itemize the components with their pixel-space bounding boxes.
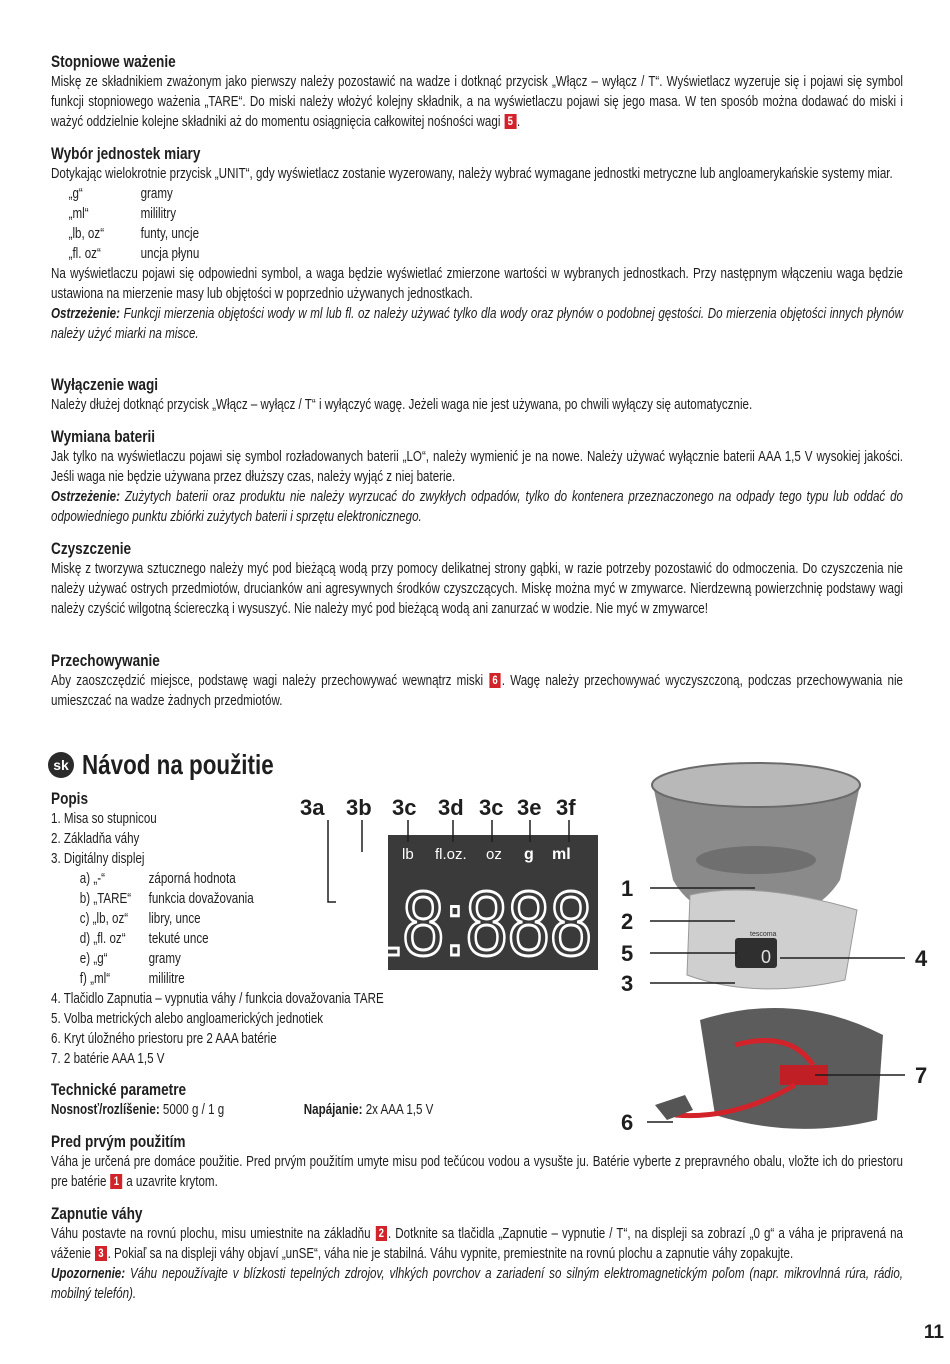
- svg-text:0: 0: [761, 947, 772, 967]
- ref-badge: 3: [95, 1246, 107, 1261]
- brand-logo: tescoma: [750, 931, 777, 938]
- list-item: c) „lb, oz“ libry, unce: [79, 911, 201, 927]
- label-5: 5: [621, 941, 634, 966]
- ref-badge: 2: [375, 1226, 387, 1241]
- heading: Przechowywanie: [51, 651, 160, 670]
- g-symbol: g: [524, 846, 534, 863]
- list-item: „ml“ mililitry: [68, 206, 177, 222]
- callout-3d: 3d: [438, 795, 464, 820]
- section-czyszczenie: [51, 539, 903, 619]
- paragraph: Miskę ze składnikiem zważonym jako pierwszy należy pozostawić na wadze i dotknąć przycisk „Włącz – wyłącz / T“. Wyświetlacz wyzeruje się i pojawi się symbol funkcji stopniowego ważenia „TARE“. Do miski należy włożyć kolejny składnik, a na wyświetlaczu pojawi się jego masa. W ten sposób można dodawać do miski i ważyć oddzielnie kolejne składniki aż do momentu osiągnięcia całkowitej nośności wagi 5 .: [51, 74, 903, 130]
- list-item: 2. Základňa váhy: [51, 831, 140, 847]
- warning: Upozornenie: Váhu nepoužívajte v blízkosti tepelných zdrojov, vlhkých povrchov a zariadení so silným elektromagnetickým poľom (napr. mikrovlnná rúra, rádio, mobilný telefón).: [51, 1266, 904, 1302]
- list-item: f) „ml“ mililitre: [79, 971, 185, 987]
- ref-badge: 5: [504, 114, 516, 129]
- warning: Ostrzeżenie: Funkcji mierzenia objętości wody w ml lub fl. oz należy używać tylko dla wody oraz płynów o podobnej gęstości. Do mierzenia objętości innych płynów należy użyć miarki na misce.: [51, 306, 904, 342]
- minus-segment: [336, 896, 356, 903]
- callout-3c-2: 3c: [479, 795, 504, 820]
- language-badge: sk: [48, 752, 74, 778]
- label-1: 1: [621, 876, 634, 901]
- tech-params: Nosnosť/rozlíšenie: 5000 g / 1 g Napájanie: 2x AAA 1,5 V: [51, 1102, 434, 1118]
- warning: Ostrzeżenie: Zużytych baterii oraz produktu nie należy wyrzucać do zwykłych odpadów, tylko do kontenera przeznaczonego na odpady tego typu lub oddać do odpowiedniego punktu zbiórki zużytych baterii i sprzętu elektronicznego.: [51, 489, 904, 525]
- paragraph: Aby zaoszczędzić miejsce, podstawę wagi należy przechowywać wewnątrz miski 6 . Wagę należy przechowywać wyczyszczoną, podczas przechowywania nie umieszczać na wadze żadnych przedmiotów.: [51, 673, 903, 709]
- label-2: 2: [621, 909, 634, 934]
- section-tech: [51, 1080, 433, 1120]
- digits: 18:888: [360, 873, 592, 975]
- list-item: 5. Volba metrických alebo angloamerických jednotiek: [51, 1011, 324, 1027]
- page-title: Návod na použitie: [82, 749, 274, 780]
- paragraph: Należy dłużej dotknąć przycisk „Włącz – wyłącz / T“ i wyłączyć wagę. Jeżeli waga nie jest używana, po chwili wyłączy się automatycznie.: [51, 397, 753, 413]
- scale-figure: [615, 760, 950, 1140]
- heading: Zapnutie váhy: [51, 1204, 143, 1223]
- list-item: 3. Digitálny displej: [51, 851, 145, 867]
- section-stopniowe: [51, 52, 903, 132]
- section-pred: [51, 1132, 903, 1192]
- list-item: a) „-“ záporná hodnota: [79, 871, 236, 887]
- paragraph: Váhu postavte na rovnú plochu, misu umiestnite na základňu 2 . Dotknite sa tlačidla „Zapnutie – vypnutie / T“, na displeji sa zobrazí „0 g“ a váha je pripravená na váženie 3 . Pokiaľ sa na displeji váhy objaví „unSE“, váha nie je stabilná. Váhu vypnite, premiestnite na rovnú plochu a zapnutie váhy zopakujte.: [51, 1226, 903, 1262]
- heading: Pred prvým použitím: [51, 1132, 186, 1151]
- section-zapnutie: [51, 1204, 903, 1304]
- label-4: 4: [915, 946, 928, 971]
- callout-3a: 3a: [300, 795, 325, 820]
- list-item: 7. 2 batérie AAA 1,5 V: [51, 1051, 165, 1067]
- section-przechowywanie: [51, 651, 903, 711]
- label-7: 7: [915, 1063, 928, 1088]
- list-item: b) „TARE“ funkcia dovažovania: [79, 891, 254, 907]
- paragraph: Na wyświetlaczu pojawi się odpowiedni symbol, a waga będzie wyświetlać zmierzone wartości w wybranych jednostkach. Przy następnym włączeniu waga będzie ustawiona na mierzenie masy lub objętości w poprzednio używanych jednostkach.: [51, 266, 903, 302]
- list-item: 6. Kryt úložného priestoru pre 2 AAA batérie: [51, 1031, 277, 1047]
- tare-symbol: TARE: [338, 863, 368, 875]
- ref-badge: 1: [110, 1174, 122, 1189]
- list-item: 4. Tlačidlo Zapnutia – vypnutia váhy / funkcia dovažovania TARE: [51, 991, 384, 1007]
- paragraph: Miskę z tworzywa sztucznego należy myć pod bieżącą wodą przy pomocy delikatnej strony gąbki, w razie potrzeby pozostawić do odmoczenia. Do czyszczenia nie należy używać ostrych przedmiotów, drucianków ani agresywnych środków czyszczących. Miskę można myć w zmywarce. Nierdzewną powierzchnię podstawy wagi należy czyścić wilgotną ściereczką i wysuszyć. Nie należy myć pod bieżącą wodą ani zanurzać w wodzie. Nie myć w zmywarce!: [51, 561, 903, 617]
- lb-symbol: lb: [402, 846, 414, 863]
- ml-symbol: ml: [552, 846, 571, 863]
- label-6: 6: [621, 1110, 634, 1135]
- section-baterie: [51, 427, 903, 527]
- section-jednostki: [51, 144, 903, 344]
- heading: Czyszczenie: [51, 539, 132, 558]
- page-number: 11: [923, 1322, 944, 1343]
- list-item: „g“ gramy: [68, 186, 173, 202]
- list-item: e) „g“ gramy: [79, 951, 181, 967]
- list-item: „fl. oz“ uncja płynu: [68, 246, 200, 262]
- callout-3e: 3e: [517, 795, 542, 820]
- heading: Stopniowe ważenie: [51, 52, 176, 71]
- list-item: 1. Misa so stupnicou: [51, 811, 157, 827]
- heading: Popis: [51, 789, 89, 808]
- unit-list: [69, 184, 903, 264]
- callout-3f: 3f: [556, 795, 576, 820]
- callout-3c: 3c: [392, 795, 417, 820]
- callout-3b: 3b: [346, 795, 372, 820]
- paragraph: Dotykając wielokrotnie przycisk „UNIT“, gdy wyświetlacz zostanie wyzerowany, należy wybrać wymagane jednostki metryczne lub angloamerykańskie systemy miar.: [51, 166, 893, 182]
- heading: Technické parametre: [51, 1080, 187, 1099]
- floz-symbol: fl.oz.: [435, 846, 467, 863]
- list-item: „lb, oz“ funty, uncje: [68, 226, 200, 242]
- heading: Wybór jednostek miary: [51, 144, 201, 163]
- paragraph: Jak tylko na wyświetlaczu pojawi się symbol rozładowanych baterii „LO“, należy wymienić je na nowe. Należy używać wyłącznie baterii AAA 1,5 V wysokiej jakości. Jeśli waga nie będzie używana przez dłuższy czas, należy wyjąć z niej baterie.: [51, 449, 903, 485]
- display-diagram: [290, 790, 600, 975]
- list-item: d) „fl. oz“ tekuté unce: [79, 931, 209, 947]
- paragraph: Váha je určená pre domáce použitie. Pred prvým použitím umyte misu pod tečúcou vodou a vysušte ju. Batérie vyberte z prepravného obalu, vložte ich do priestoru pre batérie 1 a uzavrite krytom.: [51, 1154, 903, 1190]
- oz-symbol: oz: [486, 846, 502, 863]
- heading: Wymiana baterii: [51, 427, 156, 446]
- section-wylaczenie: [51, 375, 903, 415]
- label-3: 3: [621, 971, 634, 996]
- ref-badge: 6: [489, 673, 501, 688]
- heading: Wyłączenie wagi: [51, 375, 159, 394]
